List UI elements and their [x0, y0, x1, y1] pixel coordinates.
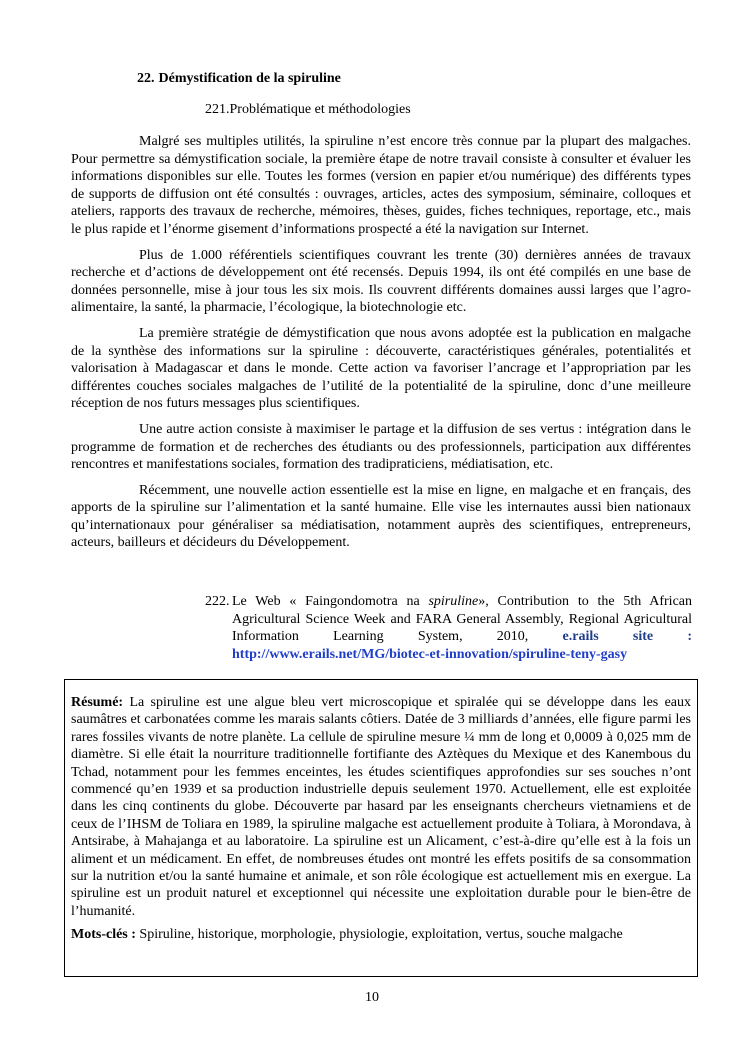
reference-url-link[interactable]: http://www.erails.net/MG/biotec-et-innovation/spiruline-teny-gasy [232, 646, 628, 662]
section-heading [137, 71, 341, 87]
paragraph-3: La première stratégie de démystification que nous avons adoptée est la publication en malgache de la synthèse des informations sur la spiruline : découverte, caractéristiques générales, potentialités et valorisation à Madagascar et dans le monde. Cette action va favoriser l’ancrage et l’appropriation par les différentes couches sociales malgaches de l’utilité de la potentialité de la spiruline, donc d’une meilleure réception de nos futurs messages plus scientifiques. [71, 325, 691, 412]
keywords-label: Mots-clés : [71, 927, 136, 943]
paragraph-2: Plus de 1.000 référentiels scientifiques couvrant les trente (30) dernières années de travaux recherche et d’actions de développement ont été recensés. Depuis 1994, ils ont été compilés en une base de données personnelle, mise à jour tous les six mois. Ils couvrent différents domaines aussi larges que l’agro-alimentaire, la santé, la pharmacie, l’écologique, la biotechnologie etc. [71, 247, 691, 316]
paragraph-1: Malgré ses multiples utilités, la spiruline n’est encore très connue par la plupart des malgaches. Pour permettre sa démystification sociale, la première étape de notre travail consiste à consulter et évaluer les informations disponibles sur elle. Toutes les formes (version en papier et/ou numérique) des différents types de supports de diffusion ont été consultés : ouvrages, articles, actes des symposium, séminaire, colloques et ateliers, rapports des travaux de recherche, mémoires, thèses, guides, fiches techniques, reportage, etc., mais le plus rapide et l’énorme gisement d’informations prospecté a été la navigation sur Internet. [71, 134, 691, 237]
subsection-heading: 221.Problématique et méthodologies [205, 102, 411, 117]
paragraph-4: Une autre action consiste à maximiser le partage et la diffusion de ses vertus : intégration dans le programme de formation et de recherches des étudiants ou des professionnels, participation aux différentes rencontres et manifestations sociales, formation des tradipraticiens, médiatisation, etc. [71, 421, 691, 473]
section-number: 22. [137, 71, 155, 86]
page-number: 10 [365, 990, 379, 1005]
section-title: Démystification de la spiruline [158, 71, 341, 86]
body-text [71, 133, 691, 560]
abstract-text: Résumé: La spiruline est une algue bleu vert microscopique et spiralée qui se développe dans les eaux saumâtres et carbonatées comme les marais salants côtiers. Datée de 3 milliards d’années, elle figure parmi les rares fossiles vivants de notre planète. La cellule de spiruline mesure ¼ mm de long et 0,0009 à 0,025 mm de diamètre. Si elle était la nourriture traditionnelle fortifiante des Aztèques du Mexique et des Kanembous du Tchad, notamment pour les femmes enceintes, les études scientifiques approfondies sur ses souches n’ont commencé qu’en 1939 et sa production industrielle depuis seulement 1970. Actuellement, elle est exploitée dans les cinq continents du globe. Découverte par hasard par les enseignants chercheurs vietnamiens et de ceux de l’IHSM de Toliara en 1989, la spiruline malgache est actuellement produite à Toliara, à Morondava, à Antsirabe, à Mahajanga et au laboratoire. La spiruline est un Alicament, c’est-à-dire qu’elle est à la fois un aliment et un médicament. En effet, de nombreuses études ont montré les effets positifs de sa consommation sur la nutrition et/ou la santé humaine et animale, et son rôle écologique est actuellement mis en exergue. La spiruline est un produit naturel et exceptionnel qui nécessite une exploitation durable pour le bien-être de l’humanité. [71, 695, 691, 919]
reference-entry [205, 593, 692, 663]
abstract-label: Résumé: [71, 695, 124, 710]
keywords: Mots-clés : Spiruline, historique, morphologie, physiologie, exploitation, vertus, souche malgache [71, 927, 623, 943]
abstract-box [64, 679, 698, 977]
paragraph-5: Récemment, une nouvelle action essentielle est la mise en ligne, en malgache et en français, des apports de la spiruline sur l’alimentation et la santé humaine. Elle vise les internautes aussi bien nationaux qu’internationaux pour généraliser sa médiatisation, notamment auprès des scientifiques, entrepreneurs, acteurs, bailleurs et décideurs du Développement. [71, 482, 691, 551]
reference-text: Le Web « Faingondomotra na spiruline», Contribution to the 5th African Agricultural Science Week and FARA General Assembly, Regional Agricultural Information Learning System, 2010, e.rails site : http://www.erails.net/MG/biotec-et-innovation/spiruline-teny-gasy [232, 594, 692, 662]
reference-source-label: e.rails site : [562, 629, 692, 645]
reference-number: 222. [205, 594, 230, 609]
